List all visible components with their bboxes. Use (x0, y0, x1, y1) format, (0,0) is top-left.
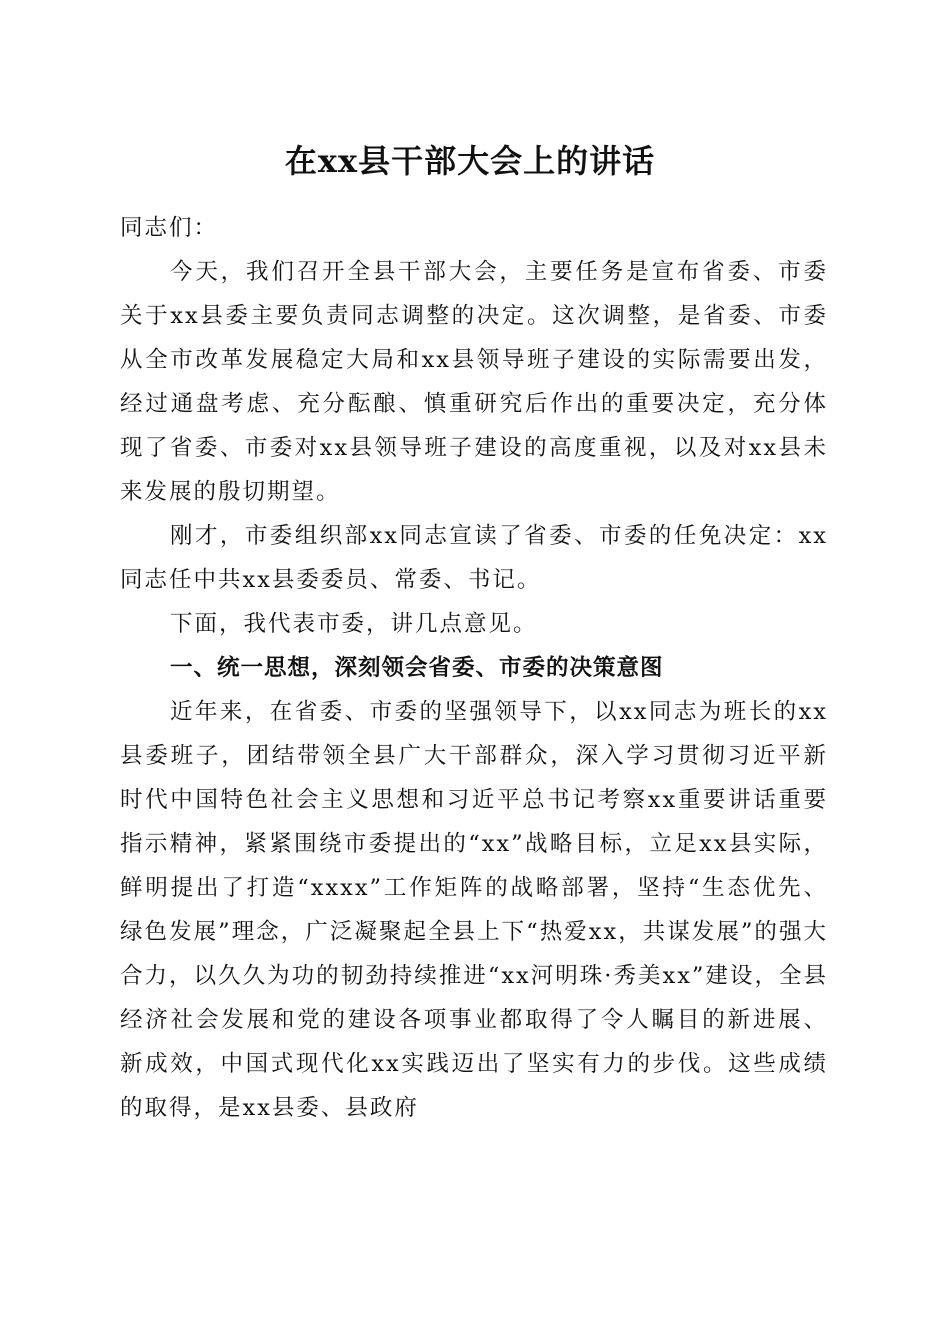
section-heading: 一、统一思想，深刻领会省委、市委的决策意图 (170, 655, 664, 681)
document-title: 在xx县干部大会上的讲话 (284, 142, 656, 180)
paragraph: 近年来，在省委、市委的坚强领导下，以xx同志为班长的xx县委班子，团结带领全县广大干部群众，深入学习贯彻习近平新时代中国特色社会主义思想和习近平总书记考察xx重要讲话重要指示精神，紧紧围绕市委提出的“xx”战略目标，立足xx县实际，鲜明提出了打造“xxxx”工作矩阵的战略部署，坚持“生态优先、绿色发展”理念，广泛凝聚起全县上下“热爱xx，共谋发展”的强大合力，以久久为功的韧劲持续推进“xx河明珠·秀美xx”建设，全县经济社会发展和党的建设各项事业都取得了令人瞩目的新进展、新成效，中国式现代化xx实践迈出了坚实有力的步伐。这些成绩的取得，是xx县委、县政府 (120, 699, 828, 1121)
document-body (120, 206, 828, 1130)
salutation: 同志们： (120, 215, 219, 241)
paragraph: 下面，我代表市委，讲几点意见。 (170, 611, 538, 637)
paragraph: 今天，我们召开全县干部大会，主要任务是宣布省委、市委关于xx县委主要负责同志调整的决定。这次调整，是省委、市委从全市改革发展稳定大局和xx县领导班子建设的实际需要出发，经过通盘考虑、充分酝酿、慎重研究后作出的重要决定，充分体现了省委、市委对xx县领导班子建设的高度重视，以及对xx县未来发展的殷切期望。 (120, 259, 828, 505)
paragraph: 刚才，市委组织部xx同志宣读了省委、市委的任免决定：xx同志任中共xx县委委员、常委、书记。 (120, 523, 828, 593)
